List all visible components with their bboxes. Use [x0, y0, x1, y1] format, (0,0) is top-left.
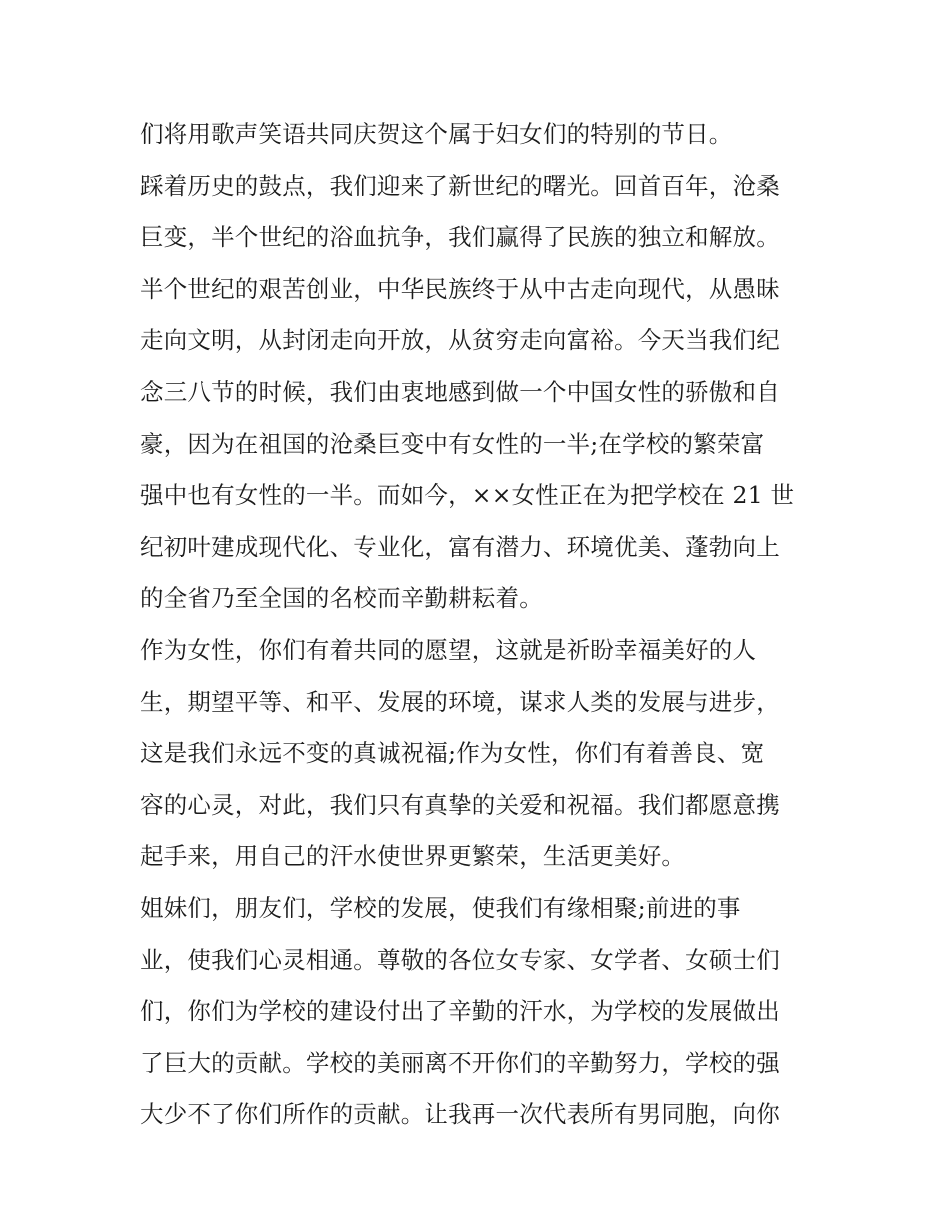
text-line: 踩着历史的鼓点，我们迎来了新世纪的曙光。回首百年，沧桑 — [140, 171, 780, 200]
text-line: 巨变，半个世纪的浴血抗争，我们赢得了民族的独立和解放。 — [140, 223, 780, 252]
text-line: 生，期望平等、和平、发展的环境，谋求人类的发展与进步， — [140, 687, 780, 716]
text-line: 了巨大的贡献。学校的美丽离不开你们的辛勤努力，学校的强 — [140, 1048, 780, 1077]
text-line: 纪初叶建成现代化、专业化，富有潜力、环境优美、蓬勃向上 — [140, 532, 780, 561]
text-line: 这是我们永远不变的真诚祝福;作为女性，你们有着善良、宽 — [140, 739, 765, 768]
text-line: 容的心灵，对此，我们只有真挚的关爱和祝福。我们都愿意携 — [140, 790, 780, 819]
text-line: 豪，因为在祖国的沧桑巨变中有女性的一半;在学校的繁荣富 — [140, 429, 765, 458]
text-line: 起手来，用自己的汗水使世界更繁荣，生活更美好。 — [140, 842, 686, 871]
text-line: 大少不了你们所作的贡献。让我再一次代表所有男同胞，向你 — [140, 1100, 780, 1129]
text-line: 走向文明，从封闭走向开放，从贫穷走向富裕。今天当我们纪 — [140, 326, 780, 355]
text-line: 的全省乃至全国的名校而辛勤耕耘着。 — [140, 584, 543, 613]
text-line: 念三八节的时候，我们由衷地感到做一个中国女性的骄傲和自 — [140, 377, 780, 406]
text-line: 半个世纪的艰苦创业，中华民族终于从中古走向现代，从愚昧 — [140, 274, 780, 303]
text-line: 作为女性，你们有着共同的愿望，这就是祈盼幸福美好的人 — [140, 635, 757, 664]
text-line: 强中也有女性的一半。而如今，××女性正在为把学校在 21 世 — [140, 481, 795, 510]
text-line: 们将用歌声笑语共同庆贺这个属于妇女们的特别的节日。 — [140, 120, 733, 148]
text-line: 姐妹们，朋友们，学校的发展，使我们有缘相聚;前进的事 — [140, 893, 741, 922]
body-text — [140, 109, 820, 1141]
text-line: 们，你们为学校的建设付出了辛勤的汗水，为学校的发展做出 — [140, 997, 780, 1026]
text-line: 业，使我们心灵相通。尊敬的各位女专家、女学者、女硕士们 — [140, 945, 780, 974]
